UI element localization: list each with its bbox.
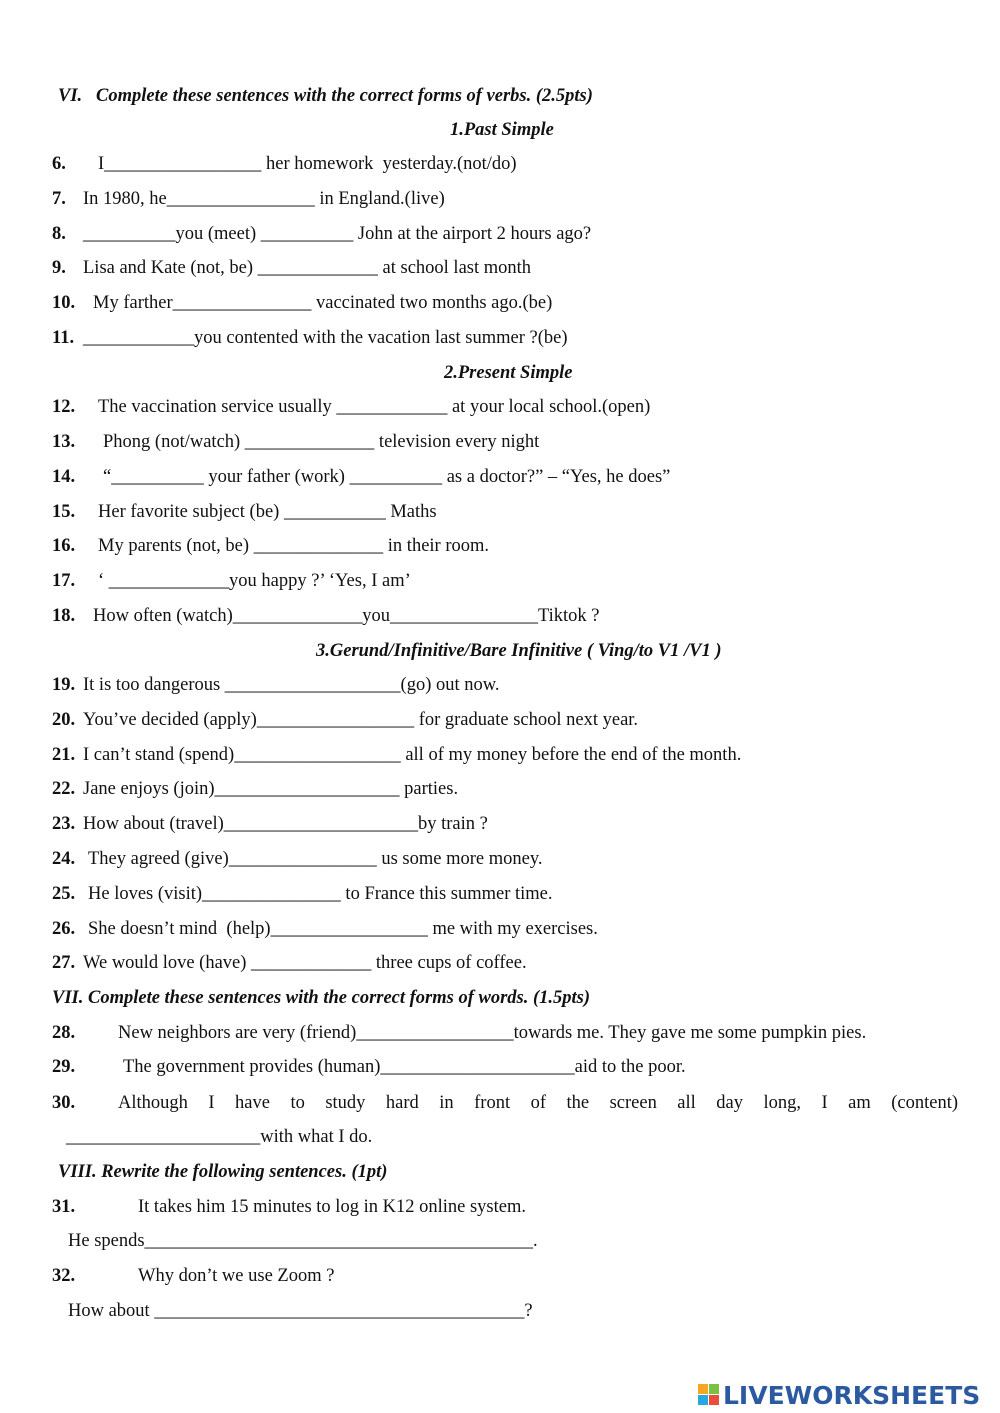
list-item	[52, 604, 600, 628]
item-number: 29.	[52, 1057, 76, 1077]
list-item	[52, 743, 741, 767]
subheading-past-simple: 1.Past Simple	[450, 120, 554, 140]
list-item	[52, 1021, 866, 1045]
item-number: 16.	[52, 536, 76, 556]
item-text: I can’t stand (spend)__________________ all of my money before the end of the month.	[83, 745, 742, 765]
item-number: 22.	[52, 779, 76, 799]
list-item	[52, 673, 500, 697]
section-8-heading: VIII. Rewrite the following sentences. (1pt)	[58, 1162, 388, 1182]
item-number: 31.	[52, 1197, 76, 1217]
item-number: 17.	[52, 571, 76, 591]
item-text: ____________you contented with the vacation last summer ?(be)	[83, 328, 568, 348]
list-item	[52, 395, 650, 419]
list-item	[52, 152, 517, 176]
item-text: Why don’t we use Zoom ?	[138, 1266, 335, 1286]
item-number: 19.	[52, 675, 76, 695]
section-7-heading: VII. Complete these sentences with the correct forms of words. (1.5pts)	[52, 988, 591, 1008]
item-number: 20.	[52, 710, 76, 730]
list-item	[52, 326, 567, 350]
item-number: 9.	[52, 258, 66, 278]
item-text: You’ve decided (apply)_________________ for graduate school next year.	[83, 710, 639, 730]
item-text: We would love (have) _____________ three cups of coffee.	[83, 953, 527, 973]
item-text: The vaccination service usually ____________ at your local school.(open)	[98, 397, 651, 417]
list-item	[52, 1055, 686, 1079]
item-number: 14.	[52, 467, 76, 487]
list-item	[52, 847, 543, 871]
item-text: It is too dangerous ___________________(go) out now.	[83, 675, 500, 695]
item-number: 10.	[52, 293, 76, 313]
list-item	[52, 777, 458, 801]
list-item	[52, 882, 553, 906]
item-text: They agreed (give)________________ us some more money.	[88, 849, 543, 869]
item-text: New neighbors are very (friend)_________________towards me. They gave me some pumpkin pies.	[118, 1023, 867, 1043]
item-number: 15.	[52, 502, 76, 522]
answer-line: How about ________________________________________?	[68, 1301, 533, 1321]
item-number: 11.	[52, 328, 75, 348]
liveworksheets-logo-text: LIVEWORKSHEETS	[723, 1380, 981, 1410]
list-item	[52, 917, 598, 941]
item-text: I_________________ her homework yesterday.(not/do)	[98, 154, 517, 174]
list-item	[52, 1091, 958, 1115]
item-number: 32.	[52, 1266, 76, 1286]
list-item	[52, 500, 437, 524]
item-text: The government provides (human)_____________________aid to the poor.	[123, 1057, 686, 1077]
subheading-gerund-infinitive: 3.Gerund/Infinitive/Bare Infinitive ( Ving/to V1 /V1 )	[316, 641, 722, 661]
list-item	[52, 569, 411, 593]
item-text: How often (watch)______________you________________Tiktok ?	[93, 606, 600, 626]
list-item	[52, 256, 531, 280]
item-number: 25.	[52, 884, 76, 904]
list-item	[52, 1264, 334, 1288]
item-number: 30.	[52, 1093, 76, 1113]
liveworksheets-logo-icon	[698, 1384, 720, 1406]
item-text: My farther_______________ vaccinated two months ago.(be)	[93, 293, 553, 313]
list-item	[52, 951, 527, 975]
item-number: 13.	[52, 432, 76, 452]
item-number: 26.	[52, 919, 76, 939]
item-text: In 1980, he________________ in England.(live)	[83, 189, 445, 209]
list-item	[52, 465, 670, 489]
item-number: 21.	[52, 745, 76, 765]
list-item	[52, 1195, 526, 1219]
item-number: 6.	[52, 154, 66, 174]
item-number: 18.	[52, 606, 76, 626]
item-number: 12.	[52, 397, 76, 417]
item-text: My parents (not, be) ______________ in their room.	[98, 536, 490, 556]
list-item	[52, 187, 445, 211]
subheading-present-simple: 2.Present Simple	[444, 363, 573, 383]
section-6-heading: VI. Complete these sentences with the correct forms of verbs. (2.5pts)	[58, 86, 593, 106]
item-number: 24.	[52, 849, 76, 869]
item-text: Phong (not/watch) ______________ television every night	[103, 432, 540, 452]
item-number: 28.	[52, 1023, 76, 1043]
item-text: Jane enjoys (join)____________________ parties.	[83, 779, 459, 799]
item-text: How about (travel)_____________________by train ?	[83, 814, 488, 834]
item-number: 8.	[52, 224, 66, 244]
item-text: “__________ your father (work) __________ as a doctor?” – “Yes, he does”	[103, 467, 671, 487]
list-item	[52, 534, 489, 558]
answer-line: He spends__________________________________________.	[68, 1231, 538, 1251]
item-text: ‘ _____________you happy ?’ ‘Yes, I am’	[98, 571, 411, 591]
item-text: He loves (visit)_______________ to France this summer time.	[88, 884, 553, 904]
item-number: 27.	[52, 953, 76, 973]
item-text: It takes him 15 minutes to log in K12 online system.	[138, 1197, 526, 1217]
item-text: __________you (meet) __________ John at the airport 2 hours ago?	[83, 224, 592, 244]
liveworksheets-logo	[698, 1380, 980, 1410]
item-text: She doesn’t mind (help)_________________ me with my exercises.	[88, 919, 598, 939]
item-text: Lisa and Kate (not, be) _____________ at school last month	[83, 258, 532, 278]
list-item	[52, 812, 488, 836]
list-item	[52, 708, 638, 732]
list-item	[52, 291, 552, 315]
list-item	[52, 222, 591, 246]
list-item	[52, 430, 539, 454]
item-number: 23.	[52, 814, 76, 834]
item-text: Although I have to study hard in front of the screen all day long, I am (content)	[118, 1093, 958, 1113]
item-text: Her favorite subject (be) ___________ Maths	[98, 502, 437, 522]
item-number: 7.	[52, 189, 66, 209]
item-continuation: _____________________with what I do.	[66, 1127, 373, 1147]
